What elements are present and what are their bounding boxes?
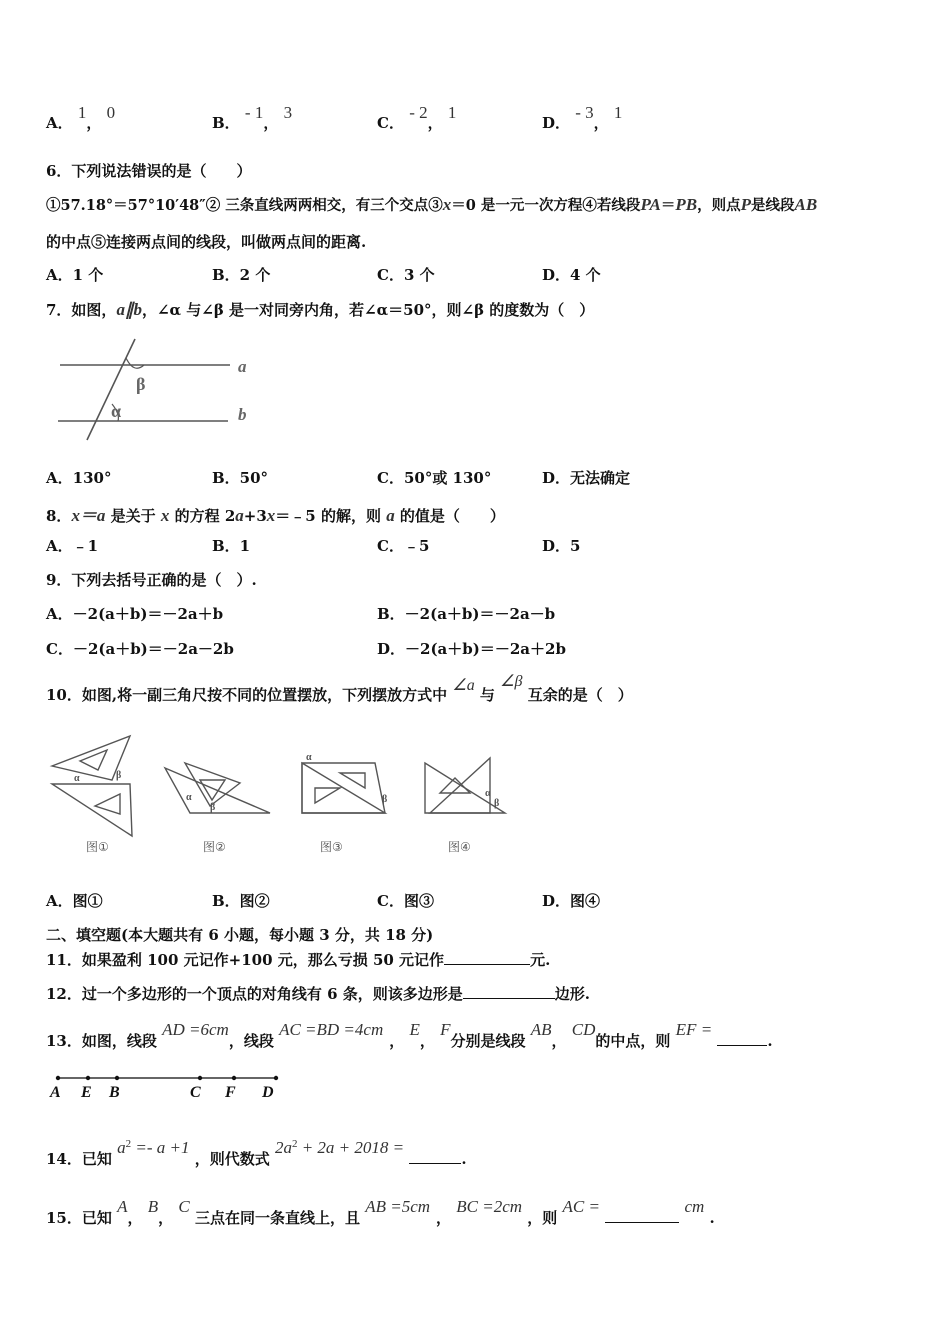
- q8-option-d: D．5: [542, 537, 581, 555]
- q10-stem: 10．如图,将一副三角尺按不同的位置摆放，下列摆放方式中 ∠a 与 ∠β 互余的是（ ）: [46, 673, 633, 704]
- label-f: F: [225, 1084, 236, 1101]
- q6-option-a: A．1 个: [46, 266, 104, 284]
- q5-option-d: D． - 3， 1: [542, 103, 623, 132]
- q15-answer-blank[interactable]: [605, 1208, 679, 1223]
- caption-figure-2: 图②: [203, 840, 226, 854]
- q7-parallel-lines-figure: [50, 332, 270, 447]
- q8-option-c: C．﹣5: [377, 537, 430, 555]
- q10-triangle-rulers-figures: [40, 728, 520, 858]
- point-a: [56, 1076, 60, 1080]
- fig1-lower-inner: [95, 794, 120, 814]
- q10-option-d: D．图④: [542, 892, 601, 910]
- q14-answer-blank[interactable]: [409, 1149, 461, 1164]
- label-e: E: [81, 1084, 92, 1101]
- q8-option-b: B．1: [212, 537, 251, 555]
- beta-arc: [126, 358, 144, 368]
- caption-figure-4: 图④: [448, 840, 471, 854]
- fig3-beta: β: [382, 794, 388, 805]
- q7-option-d: D．无法确定: [542, 469, 631, 487]
- q10-option-a: A．图①: [46, 892, 103, 910]
- q7-option-b: B．50°: [212, 469, 269, 487]
- q7-option-c: C．50°或 130°: [377, 469, 492, 487]
- q13-answer-blank[interactable]: [717, 1031, 767, 1046]
- q9-stem: 9．下列去括号正确的是（ ）.: [46, 571, 257, 589]
- q14-stem: 14．已知 $a^2 =- a +1$ ，则代数式 $2a^2 + 2a + 2018$ = .: [46, 1138, 467, 1168]
- fig4-alpha: α: [485, 788, 491, 799]
- q14-given-equation: $a^2 =- a +1$: [117, 1138, 190, 1157]
- transversal: [87, 339, 135, 440]
- label-d: D: [262, 1084, 274, 1101]
- q6-statements-line1: ①57.18°＝57°10′48″② 三条直线两两相交，有三个交点③x＝0 是一元一次方程④若线段PA＝PB，则点P是线段AB: [46, 195, 818, 214]
- q10-option-b: B．图②: [212, 892, 270, 910]
- q8-stem: 8．x＝a 是关于 x 的方程 2a+3x＝﹣5 的解，则 a 的值是（ ）: [46, 506, 505, 525]
- q15-stem: 15．已知 A， B， C 三点在同一条直线上，且 AB =5cm， BC =2cm ，则 AC = cm .: [46, 1197, 715, 1227]
- label-alpha: α: [111, 401, 122, 421]
- label-c: C: [190, 1084, 201, 1101]
- q7-option-a: A．130°: [46, 469, 112, 487]
- figure-2: [165, 763, 270, 813]
- fig4-triangle-b: [430, 758, 490, 813]
- q9-option-c: C．－2(a＋b)＝－2a－2b: [46, 640, 234, 658]
- label-a: A: [50, 1084, 61, 1101]
- point-b: [115, 1076, 119, 1080]
- section-2-heading: 二、填空题(本大题共有 6 小题，每小题 3 分，共 18 分): [46, 926, 434, 944]
- label-b: B: [109, 1084, 120, 1101]
- figure-4: [425, 758, 505, 813]
- fig1-beta: β: [116, 770, 122, 781]
- q5-option-a: A． 1， 0: [46, 103, 116, 132]
- label-a: a: [238, 357, 247, 376]
- figure-1: [52, 736, 132, 836]
- q6-stem: 6．下列说法错误的是（ ）: [46, 162, 252, 180]
- q11-stem: 11．如果盈利 100 元记作+100 元，那么亏损 50 元记作 元.: [46, 951, 551, 969]
- q10-option-c: C．图③: [377, 892, 434, 910]
- q9-option-a: A．－2(a＋b)＝－2a＋b: [46, 605, 224, 623]
- caption-figure-3: 图③: [320, 840, 343, 854]
- label-beta: β: [136, 374, 146, 394]
- fig1-alpha: α: [74, 773, 80, 784]
- q13-segment-figure: [44, 1068, 294, 1104]
- q5-option-b: B． - 1， 3: [212, 103, 293, 132]
- q13-stem: 13．如图，线段 AD =6cm，线段 AC =BD =4cm， E， F分别是线段 AB， CD的中点，则 EF = .: [46, 1020, 773, 1050]
- point-e: [86, 1076, 90, 1080]
- caption-figure-1: 图①: [86, 840, 109, 854]
- fig2-beta: β: [210, 802, 216, 813]
- q9-option-b: B．－2(a＋b)＝－2a－b: [377, 605, 556, 623]
- label-b: b: [238, 405, 247, 424]
- q7-stem: 7．如图，a∥b，∠α 与∠β 是一对同旁内角，若∠α＝50°，则∠β 的度数为（ ）: [46, 300, 595, 319]
- q5-option-c: C． - 2， 1: [377, 103, 457, 132]
- q9-option-d: D．－2(a＋b)＝－2a＋2b: [377, 640, 566, 658]
- fig3-alpha: α: [306, 752, 312, 763]
- point-d: [274, 1076, 278, 1080]
- fig4-beta: β: [494, 798, 500, 809]
- q6-statements-line2: 的中点⑤连接两点间的线段，叫做两点间的距离.: [46, 233, 367, 251]
- fig3-inner-left: [315, 788, 340, 803]
- q11-answer-blank[interactable]: [444, 950, 530, 965]
- fig2-alpha: α: [186, 792, 192, 803]
- point-f: [232, 1076, 236, 1080]
- q12-answer-blank[interactable]: [463, 984, 555, 999]
- q6-option-b: B．2 个: [212, 266, 271, 284]
- q12-stem: 12．过一个多边形的一个顶点的对角线有 6 条，则该多边形是 边形.: [46, 985, 590, 1003]
- q6-option-d: D．4 个: [542, 266, 601, 284]
- q6-option-c: C．3 个: [377, 266, 435, 284]
- q8-option-a: A．﹣1: [46, 537, 99, 555]
- figure-3: [302, 752, 387, 813]
- point-c: [198, 1076, 202, 1080]
- q14-expression: $2a^2 + 2a + 2018$ =: [274, 1138, 405, 1157]
- fig3-inner-right: [340, 773, 365, 788]
